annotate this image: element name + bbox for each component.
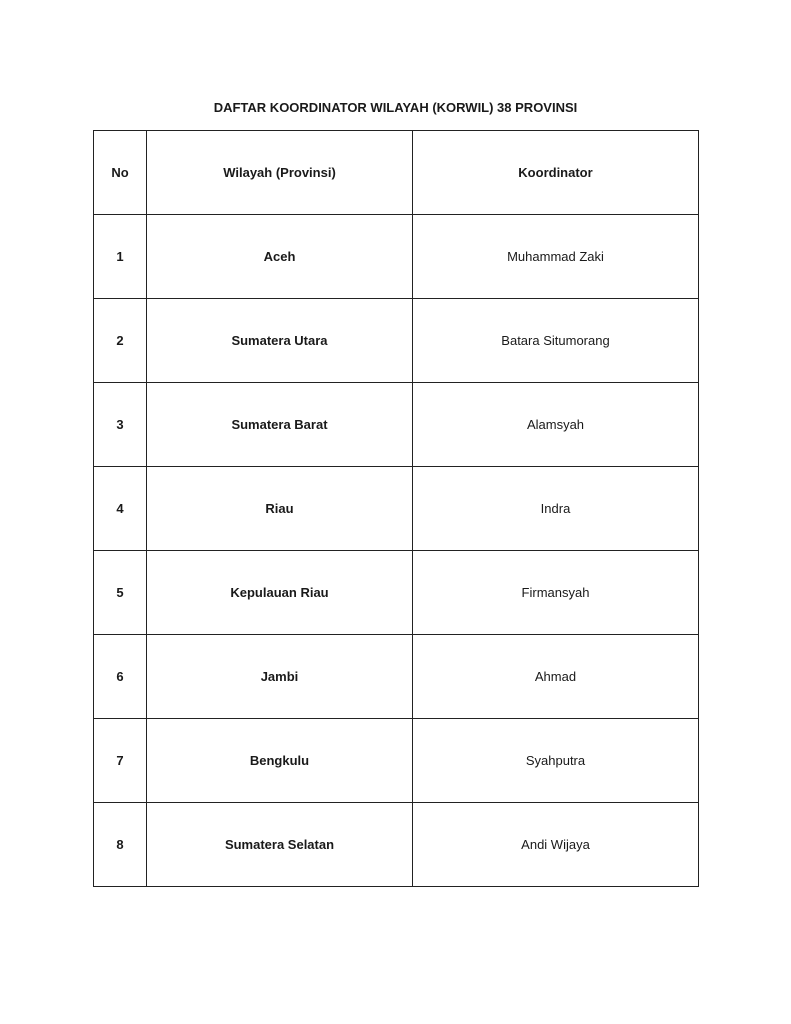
document-title: DAFTAR KOORDINATOR WILAYAH (KORWIL) 38 PROVINSI xyxy=(213,100,578,115)
table-row xyxy=(94,299,699,383)
cell-no: 1 xyxy=(94,215,147,299)
cell-wilayah: Sumatera Barat xyxy=(147,383,413,467)
table-header-row xyxy=(94,131,699,215)
cell-wilayah: Riau xyxy=(147,467,413,551)
header-wilayah: Wilayah (Provinsi) xyxy=(147,131,413,215)
cell-koordinator: Ahmad xyxy=(413,635,699,719)
table-row xyxy=(94,719,699,803)
table-row xyxy=(94,467,699,551)
table-row xyxy=(94,551,699,635)
cell-no: 3 xyxy=(94,383,147,467)
cell-koordinator: Alamsyah xyxy=(413,383,699,467)
cell-koordinator: Andi Wijaya xyxy=(413,803,699,887)
cell-no: 5 xyxy=(94,551,147,635)
cell-wilayah: Kepulauan Riau xyxy=(147,551,413,635)
cell-no: 6 xyxy=(94,635,147,719)
table-row xyxy=(94,635,699,719)
cell-wilayah: Sumatera Selatan xyxy=(147,803,413,887)
cell-koordinator: Muhammad Zaki xyxy=(413,215,699,299)
cell-no: 8 xyxy=(94,803,147,887)
table-row xyxy=(94,803,699,887)
cell-koordinator: Indra xyxy=(413,467,699,551)
cell-koordinator: Firmansyah xyxy=(413,551,699,635)
header-no: No xyxy=(94,131,147,215)
table-row xyxy=(94,383,699,467)
cell-wilayah: Sumatera Utara xyxy=(147,299,413,383)
cell-koordinator: Syahputra xyxy=(413,719,699,803)
cell-wilayah: Bengkulu xyxy=(147,719,413,803)
cell-no: 2 xyxy=(94,299,147,383)
cell-wilayah: Jambi xyxy=(147,635,413,719)
cell-no: 4 xyxy=(94,467,147,551)
header-koordinator: Koordinator xyxy=(413,131,699,215)
table-row xyxy=(94,215,699,299)
cell-wilayah: Aceh xyxy=(147,215,413,299)
cell-no: 7 xyxy=(94,719,147,803)
korwil-table xyxy=(93,130,699,887)
cell-koordinator: Batara Situmorang xyxy=(413,299,699,383)
